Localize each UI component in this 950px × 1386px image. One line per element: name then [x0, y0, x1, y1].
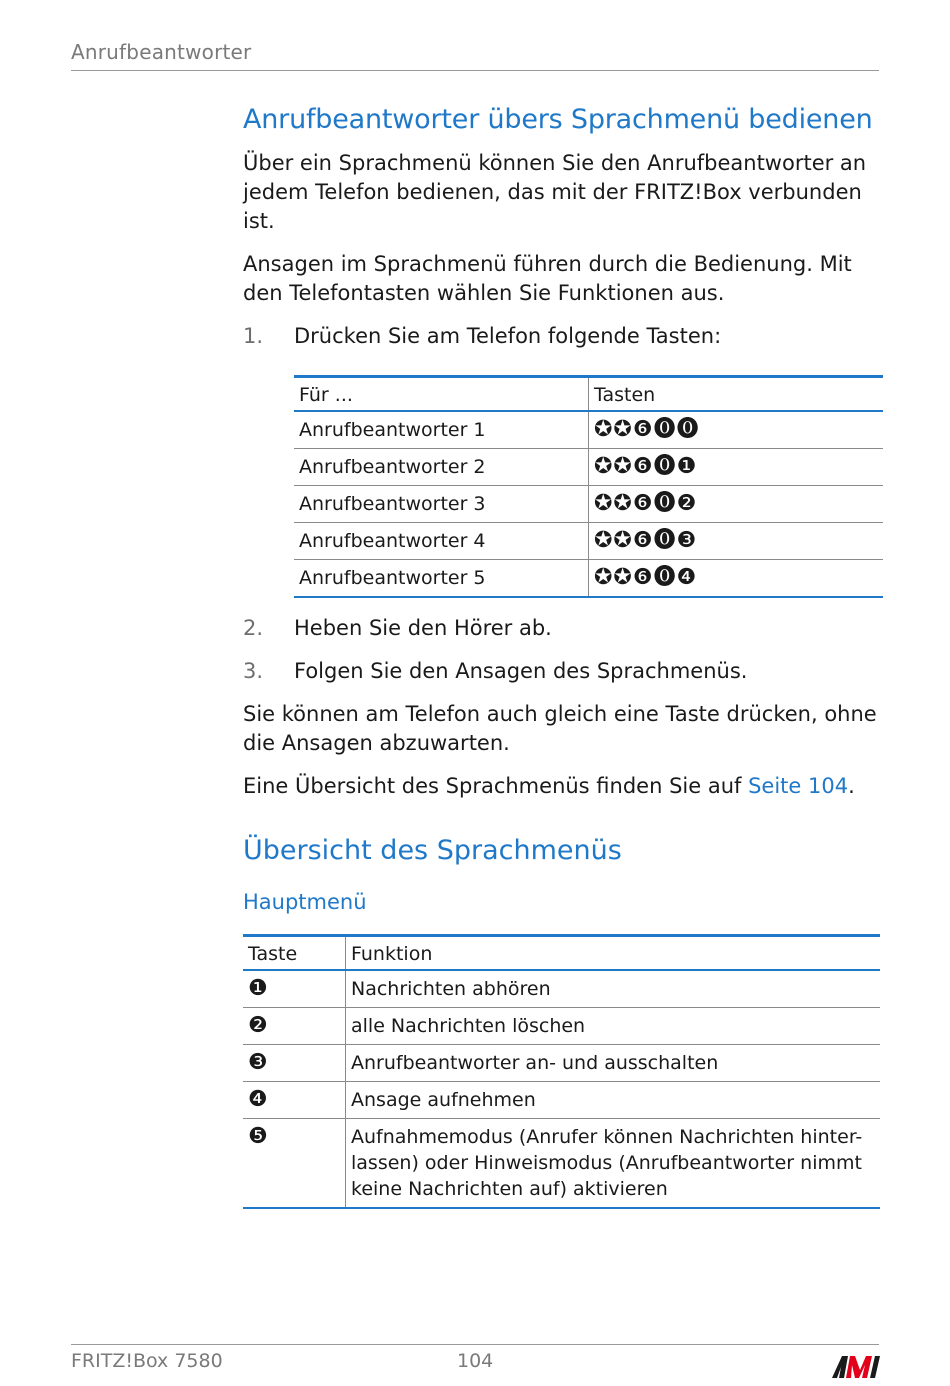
section-title: Anrufbeantworter übers Sprachmenü bedienen	[243, 104, 873, 135]
cell-function: Ansage aufnehmen	[346, 1082, 881, 1119]
cell-target: Anrufbeantworter 1	[294, 411, 589, 449]
main-menu-table	[243, 934, 880, 1209]
table-row	[243, 1119, 880, 1209]
cell-target: Anrufbeantworter 4	[294, 523, 589, 560]
table-row	[243, 1082, 880, 1119]
product-name: FRITZ!Box 7580	[71, 1350, 223, 1372]
step-note: Sie können am Telefon auch gleich eine Taste drücken, ohne die Ansagen abzuwarten.	[243, 702, 877, 755]
cell-key: ❸	[243, 1045, 346, 1082]
cell-key: ❺	[243, 1119, 346, 1209]
table-row	[243, 970, 880, 1008]
step-number: 1.	[243, 324, 264, 348]
cell-key: ❷	[243, 1008, 346, 1045]
section-title-2: Übersicht des Sprachmenüs	[243, 835, 622, 866]
table-row	[294, 411, 883, 449]
header-rule	[71, 70, 879, 71]
running-title: Anrufbeantworter	[71, 40, 252, 64]
footer-rule	[71, 1344, 879, 1345]
table-header-row	[243, 936, 880, 971]
step-number: 3.	[243, 659, 264, 683]
cell-target: Anrufbeantworter 5	[294, 560, 589, 598]
cell-function: Aufnahmemodus (Anrufer können Nachrichten hinter-lassen) oder Hinweismodus (Anrufbeantworter nimmt keine Nachrichten auf) aktivieren	[346, 1119, 881, 1209]
cell-keys: ✪✪❻⓿❷	[589, 486, 884, 523]
step-number: 2.	[243, 616, 264, 640]
step-text: Heben Sie den Hörer ab.	[294, 616, 552, 640]
avm-logo-icon	[832, 1352, 880, 1378]
column-header: Taste	[243, 936, 346, 971]
table-row	[294, 523, 883, 560]
step-text: Folgen Sie den Ansagen des Sprachmenüs.	[294, 659, 748, 683]
table-row	[243, 1045, 880, 1082]
main-content	[243, 104, 883, 1209]
step-2	[243, 614, 883, 643]
step-note-reference	[243, 772, 883, 801]
reference-suffix: .	[848, 774, 855, 798]
cell-target: Anrufbeantworter 3	[294, 486, 589, 523]
reference-text: Eine Übersicht des Sprachmenüs finden Sie auf	[243, 774, 749, 798]
table-row	[243, 1008, 880, 1045]
cell-keys: ✪✪❻⓿❶	[589, 449, 884, 486]
cell-function: alle Nachrichten löschen	[346, 1008, 881, 1045]
step-text: Drücken Sie am Telefon folgende Tasten:	[294, 324, 722, 348]
cell-keys: ✪✪❻⓿❸	[589, 523, 884, 560]
cell-keys: ✪✪❻⓿⓿	[589, 411, 884, 449]
table-header-row	[294, 377, 883, 412]
page-number: 104	[457, 1350, 494, 1372]
keys-table	[294, 375, 883, 598]
column-header: Funktion	[346, 936, 881, 971]
table-row	[294, 560, 883, 598]
subsection-title: Hauptmenü	[243, 890, 367, 914]
cell-target: Anrufbeantworter 2	[294, 449, 589, 486]
intro-paragraph-2: Ansagen im Sprachmenü führen durch die Bedienung. Mit den Telefontasten wählen Sie Funktionen aus.	[243, 252, 852, 305]
table-row	[294, 486, 883, 523]
cell-key: ❹	[243, 1082, 346, 1119]
step-1	[243, 322, 883, 351]
column-header: Tasten	[589, 377, 884, 412]
page-reference-link[interactable]: Seite 104	[748, 774, 849, 798]
intro-paragraph: Über ein Sprachmenü können Sie den Anrufbeantworter an jedem Telefon bedienen, das mit der FRITZ!Box verbunden ist.	[243, 151, 867, 233]
cell-keys: ✪✪❻⓿❹	[589, 560, 884, 598]
step-3	[243, 657, 883, 686]
cell-key: ❶	[243, 970, 346, 1008]
cell-function: Anrufbeantworter an- und ausschalten	[346, 1045, 881, 1082]
cell-function: Nachrichten abhören	[346, 970, 881, 1008]
column-header: Für ...	[294, 377, 589, 412]
table-row	[294, 449, 883, 486]
